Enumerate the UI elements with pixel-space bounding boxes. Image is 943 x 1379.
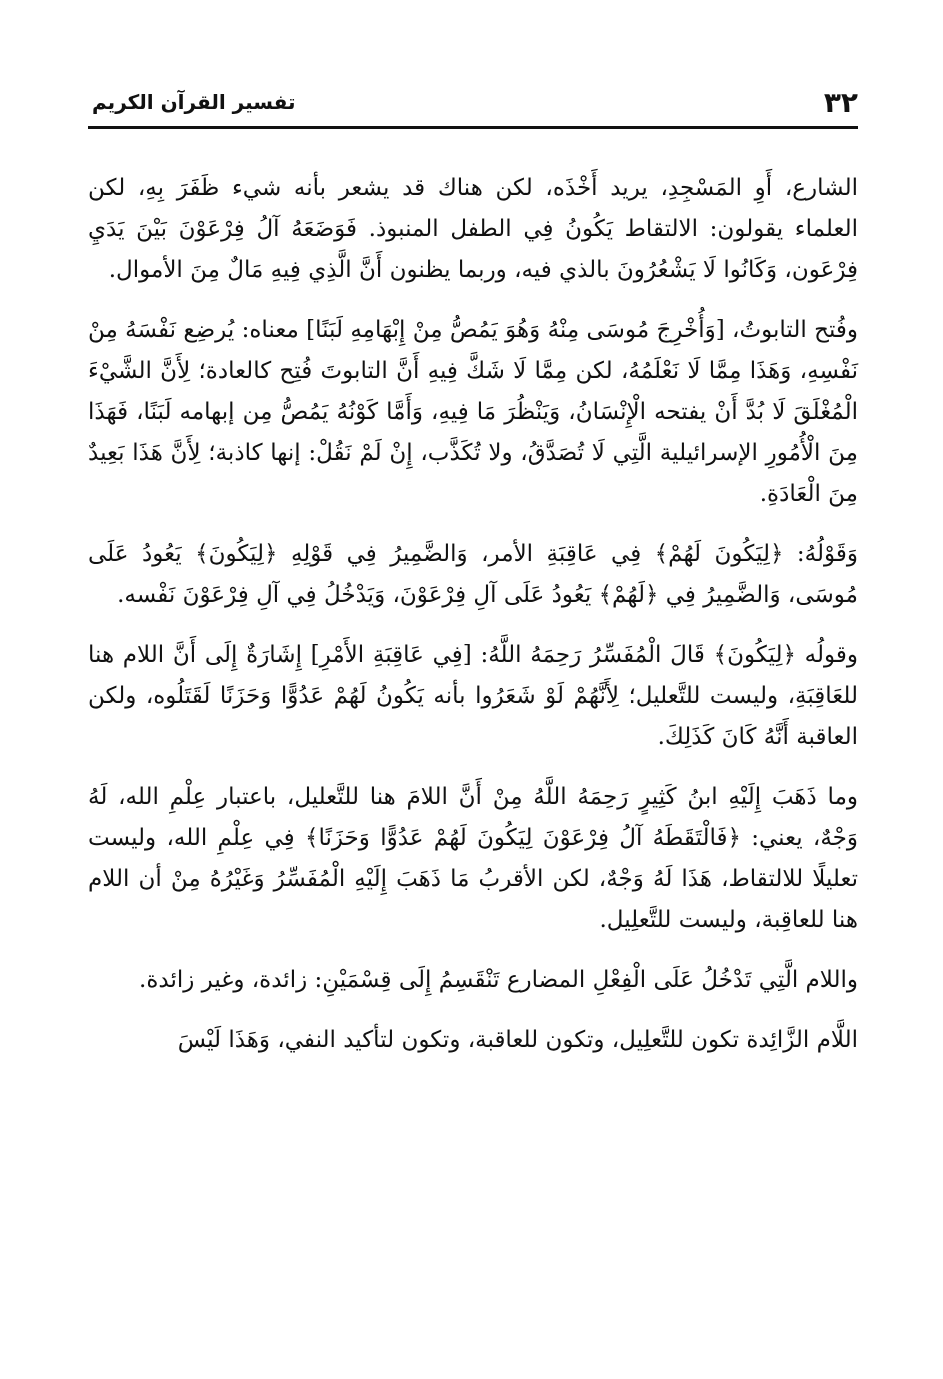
page-header [88, 78, 858, 128]
header-rule [88, 126, 858, 129]
paragraph-1: الشارع، أَوِ المَسْجِدِ، يريد أَخْذَه، لكن هناك قد يشعر بأنه شيء ظَفَرَ بِهِ، لكن العلماء يقولون: الالتقاط يَكُونُ فِي الطفل المنبوذ. فَوَضَعَهُ آلُ فِرْعَوْنَ بَيْنَ يَدَيِ فِرْعَون، وَكَانُوا لَا يَشْعُرُونَ بالذي فيه، وربما يظنون أَنَّ الَّذِي فِيهِ مَالٌ مِنَ الأموال. [88, 175, 859, 283]
paragraph-2: وفُتح التابوتُ، [وَأُخْرِجَ مُوسَى مِنْهُ وَهُوَ يَمُصُّ مِنْ إِبْهَامِهِ لَبَنًا] معناه: يُرضِع نَفْسَهُ مِنْ نَفْسِهِ، وَهَذَا مِمَّا لَا نَعْلَمُهُ، لكن مِمَّا لَا شَكَّ فِيهِ أَنَّ التابوتَ فُتِح كالعادة؛ لِأَنَّ الشَّيْءَ الْمُغْلَقَ لَا بُدَّ أَنْ يفتحه الْإِنْسَانُ، وَيَنْظُرَ مَا فِيهِ، وَأَمَّا كَوْنُهُ يَمُصُّ مِن إبهامه لَبَنًا، فَهَذَا مِنَ الْأُمُورِ الإسرائيلية الَّتِي لَا تُصَدَّقُ، ولا تُكَذَّب، إِنْ لَمْ نَقُلْ: إنها كاذبة؛ لِأَنَّ هَذَا بَعِيدٌ مِنَ الْعَادَةِ. [88, 317, 858, 507]
paragraph-7: اللَّام الزَّائِدة تكون للتَّعلِيل، وتكون للعاقبة، وتكون لتأكيد النفي، وَهَذَا لَيْسَ [177, 1027, 858, 1053]
running-title: تفسير القرآن الكريم [92, 90, 296, 114]
paragraph-3: وَقَوْلُهُ: ﴿لِيَكُونَ لَهُمْ﴾ فِي عَاقِبَةِ الأمر، وَالضَّمِيرُ فِي قَوْلِهِ ﴿لِيَكُونَ﴾ يَعُودُ عَلَى مُوسَى، وَالضَّمِيرُ فِي ﴿لَهُمْ﴾ يَعُودُ عَلَى آلِ فِرْعَوْنَ، وَيَدْخُلُ فِي آلِ فِرْعَوْنَ نَفْسه. [88, 541, 858, 608]
page-number: ٣٢ [823, 86, 858, 119]
paragraph-5: وما ذَهَبَ إِلَيْهِ ابنُ كَثِيرٍ رَحِمَهُ اللَّهُ مِنْ أَنَّ اللامَ هنا للتَّعليل، باعتبار عِلْمِ الله، لَهُ وَجْهٌ، يعني: ﴿فَالْتَقَطَهُ آلُ فِرْعَوْنَ لِيَكُونَ لَهُمْ عَدُوًّا وَحَزَنًا﴾ فِي عِلْمِ الله، وليست تعليلًا للالتقاط، هَذَا لَهُ وَجْهٌ، لكن الأقربُ مَا ذَهَبَ إِلَيْهِ الْمُفَسِّرُ وَغَيْرُهُ مِنْ أن اللام هنا للعاقِبة، وليست للتَّعلِيل. [88, 784, 858, 933]
body-text [88, 168, 858, 1080]
paragraph-6: واللام الَّتِي تَدْخُلُ عَلَى الْفِعْلِ المضارع تَنْقَسِمُ إِلَى قِسْمَيْنِ: زائدة، وغير زائدة. [139, 967, 858, 993]
paragraph-4: وقولُه ﴿لِيَكُونَ﴾ قَالَ الْمُفَسِّرُ رَحِمَهُ اللَّهُ: [فِي عَاقِبَةِ الأَمْرِ] إِشَارَةٌ إِلَى أَنَّ اللام هنا للعَاقِبَةِ، وليست للتَّعليل؛ لِأَنَّهُمْ لَوْ شَعَرُوا بأنه يَكُونُ لَهُمْ عَدُوًّا وَحَزَنًا لَقَتَلُوه، ولكن العاقبة أَنَّهُ كَانَ كَذَلِكَ. [88, 642, 858, 750]
